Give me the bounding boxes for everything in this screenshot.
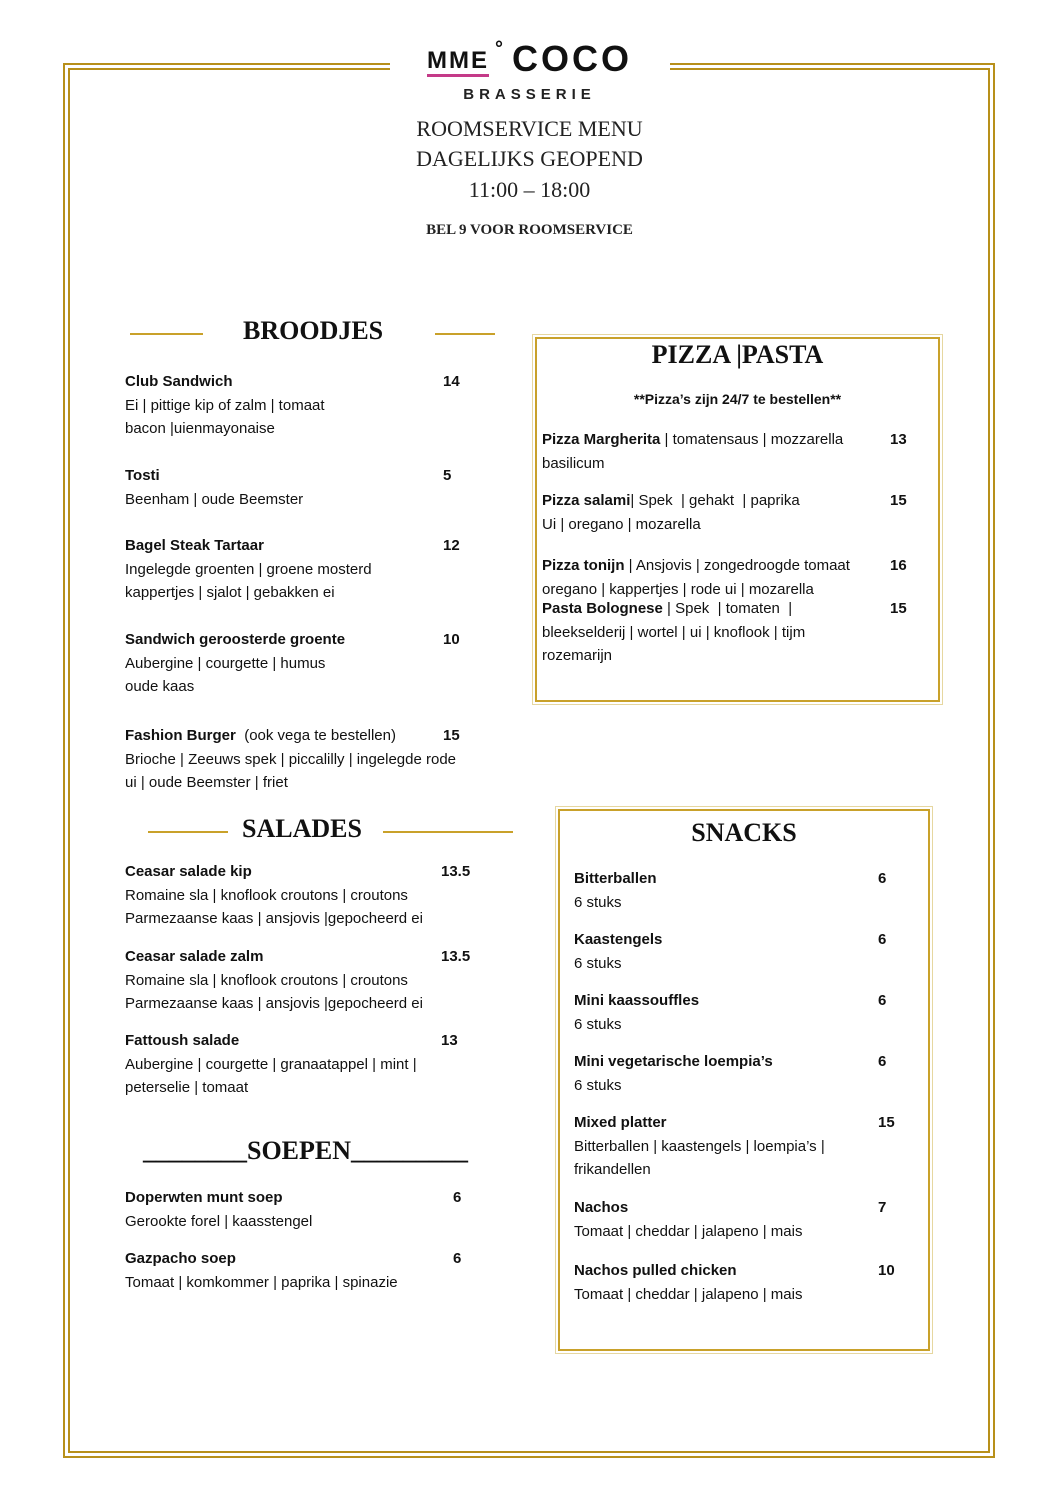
heading-rule: [435, 333, 495, 335]
menu-item-snacks: [574, 867, 908, 914]
item-description: Gerookte forel | kaasstengel: [125, 1212, 313, 1230]
item-description: Aubergine | courgette | granaatappel | mint | peterselie | tomaat: [125, 1055, 417, 1096]
item-price: 7: [878, 1199, 887, 1216]
menu-item-broodjes: [125, 628, 473, 699]
item-name: Ceasar salade zalm: [125, 948, 264, 965]
item-name: Mixed platter: [574, 1114, 667, 1131]
item-name: Ceasar salade kip: [125, 863, 252, 880]
section-title-broodjes: BROODJES: [243, 316, 384, 345]
item-price: 13: [890, 431, 907, 448]
item-name: Mini vegetarische loempia’s: [574, 1053, 773, 1070]
section-title-soepen: ________SOEPEN_________: [143, 1136, 469, 1165]
item-price: 6: [878, 992, 887, 1009]
brand-logo: [0, 38, 1059, 80]
item-name: Pizza Margherita: [542, 431, 661, 448]
item-description: oregano | kappertjes | rode ui | mozarella: [542, 580, 814, 598]
item-name: Kaastengels: [574, 931, 663, 948]
menu-item-snacks: [574, 1259, 908, 1306]
item-description: 6 stuks: [574, 1076, 622, 1094]
menu-item-broodjes: [125, 464, 473, 511]
section-title-pizza: PIZZA |PASTA: [651, 340, 824, 369]
item-price: 16: [890, 557, 907, 574]
menu-title: ROOMSERVICE MENU: [416, 116, 643, 141]
item-description: 6 stuks: [574, 1015, 622, 1033]
item-price: 12: [443, 537, 460, 554]
item-description: basilicum: [542, 454, 605, 472]
item-name: Fashion Burger: [125, 727, 236, 744]
menu-item-snacks: [574, 1196, 908, 1243]
item-name: Bagel Steak Tartaar: [125, 537, 264, 554]
item-price: 6: [878, 931, 887, 948]
section-title-salades: SALADES: [242, 814, 362, 843]
section-title-snacks: SNACKS: [691, 818, 797, 847]
item-name: Pizza salami: [542, 492, 631, 509]
menu-item-broodjes: [125, 534, 473, 605]
item-price: 15: [878, 1114, 895, 1131]
pizza-note: **Pizza’s zijn 24/7 te bestellen**: [633, 391, 842, 407]
logo-coco: COCO: [512, 38, 632, 79]
menu-item-snacks: [574, 989, 908, 1036]
item-description: Ei | pittige kip of zalm | tomaat bacon |uienmayonaise: [125, 396, 325, 437]
item-description: Tomaat | komkommer | paprika | spinazie: [125, 1273, 398, 1291]
item-price: 15: [443, 727, 460, 744]
item-price: 13.5: [441, 948, 471, 965]
item-note: (ook vega te bestellen): [235, 727, 396, 744]
item-price: 14: [443, 373, 460, 390]
item-inline-desc: | Spek | gehakt | paprika: [630, 492, 800, 509]
item-description: Bitterballen | kaastengels | loempia’s | frikandellen: [574, 1137, 825, 1178]
item-price: 13: [441, 1032, 458, 1049]
item-description: Aubergine | courgette | humus oude kaas: [125, 654, 326, 695]
item-name: Pasta Bolognese: [542, 600, 663, 617]
item-description: Ui | oregano | mozarella: [542, 515, 701, 533]
item-price: 15: [890, 492, 907, 509]
item-description: Beenham | oude Beemster: [125, 490, 304, 508]
item-price: 6: [453, 1250, 462, 1267]
item-price: 10: [443, 631, 460, 648]
item-price: 5: [443, 467, 452, 484]
item-price: 13.5: [441, 863, 471, 880]
item-description: Tomaat | cheddar | jalapeno | mais: [574, 1285, 803, 1303]
item-price: 6: [878, 1053, 887, 1070]
item-description: Romaine sla | knoflook croutons | croutons Parmezaanse kaas | ansjovis |gepocheerd ei: [125, 886, 423, 927]
item-price: 6: [453, 1189, 462, 1206]
heading-rule: [383, 831, 513, 833]
item-price: 6: [878, 870, 887, 887]
item-inline-desc: | Spek | tomaten |: [662, 600, 793, 617]
item-description: Tomaat | cheddar | jalapeno | mais: [574, 1222, 803, 1240]
menu-item-pizza: [542, 428, 920, 475]
menu-item-snacks: [574, 928, 908, 975]
item-inline-desc: | Ansjovis | zongedroogde tomaat: [624, 557, 850, 574]
item-price: 10: [878, 1262, 895, 1279]
menu-item-salades: [125, 1029, 471, 1100]
item-description: 6 stuks: [574, 954, 622, 972]
item-name: Doperwten munt soep: [125, 1189, 283, 1206]
menu-item-pizza: [542, 489, 920, 536]
item-description: Brioche | Zeeuws spek | piccalilly | ingelegde rode ui | oude Beemster | friet: [125, 750, 457, 791]
item-description: Romaine sla | knoflook croutons | croutons Parmezaanse kaas | ansjovis |gepocheerd ei: [125, 971, 423, 1012]
heading-rule: [130, 333, 203, 335]
opening-hours: 11:00 – 18:00: [468, 177, 591, 202]
heading-rule: [148, 831, 228, 833]
item-name: Club Sandwich: [125, 373, 233, 390]
item-name: Nachos: [574, 1199, 629, 1216]
logo-degree: °: [495, 38, 506, 60]
menu-item-pizza: [542, 554, 920, 601]
item-name: Sandwich geroosterde groente: [125, 631, 346, 648]
item-name: Gazpacho soep: [125, 1250, 236, 1267]
logo-subtitle: BRASSERIE: [463, 86, 596, 103]
item-name: Mini kaassouffles: [574, 992, 700, 1009]
menu-item-broodjes: [125, 724, 473, 795]
item-description: Ingelegde groenten | groene mosterd kappertjes | sjalot | gebakken ei: [125, 560, 372, 601]
menu-item-broodjes: [125, 370, 473, 441]
item-inline-desc: | tomatensaus | mozzarella: [660, 431, 844, 448]
item-price: 15: [890, 600, 907, 617]
logo-mme: MME: [427, 47, 489, 77]
item-description: bleekselderij | wortel | ui | knoflook | tijm rozemarijn: [542, 623, 806, 664]
item-name: Bitterballen: [574, 870, 657, 887]
menu-item-salades: [125, 945, 471, 1016]
menu-item-snacks: [574, 1111, 908, 1182]
item-name: Tosti: [125, 467, 160, 484]
item-description: 6 stuks: [574, 893, 622, 911]
item-name: Nachos pulled chicken: [574, 1262, 737, 1279]
menu-item-pizza: [542, 597, 920, 668]
item-name: Pizza tonijn: [542, 557, 625, 574]
item-name: Fattoush salade: [125, 1032, 240, 1049]
menu-item-soepen: [125, 1247, 483, 1294]
menu-item-snacks: [574, 1050, 908, 1097]
menu-item-soepen: [125, 1186, 483, 1233]
menu-item-salades: [125, 860, 471, 931]
call-info: BEL 9 VOOR ROOMSERVICE: [426, 222, 633, 238]
open-daily: DAGELIJKS GEOPEND: [416, 146, 643, 171]
